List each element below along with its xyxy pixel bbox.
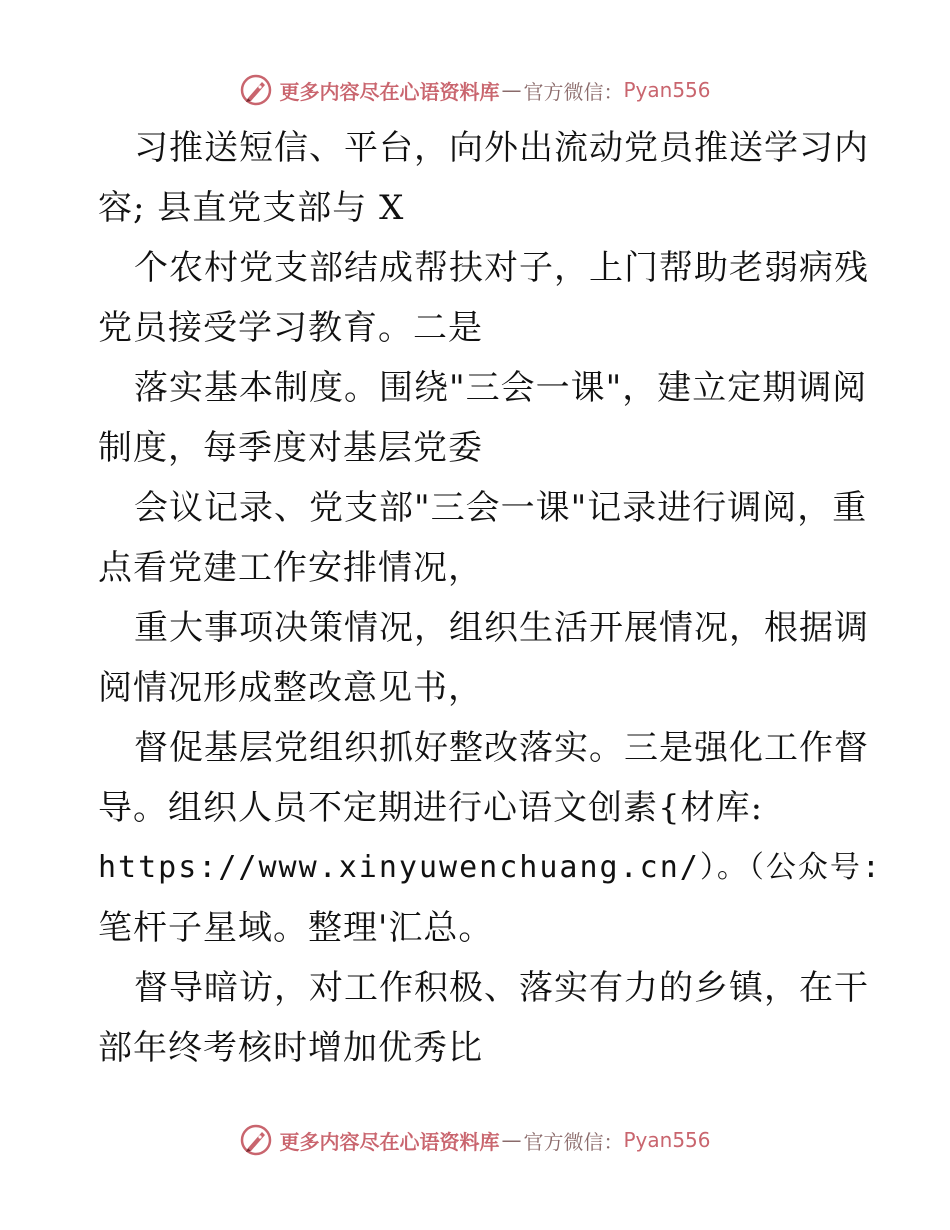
text-line: 重大事项决策情况，组织生活开展情况，根据调	[134, 608, 869, 648]
text-line-url: https://www.xinyuwenchuang.cn/）。（公众号:	[98, 850, 882, 885]
header-wechat-id: Pyan556	[623, 78, 711, 102]
footer-wechat-label: 官方微信：	[523, 1129, 624, 1154]
document-body	[98, 118, 882, 1078]
text-line: 党员接受学习教育。二是	[98, 308, 483, 348]
text-line: 落实基本制度。围绕"三会一课"，建立定期调阅	[134, 368, 868, 408]
footer-separator: —	[501, 1128, 522, 1152]
text-line: 习推送短信、平台，向外出流动党员推送学习内	[134, 128, 869, 168]
text-line: 个农村党支部结成帮扶对子，上门帮助老弱病残	[134, 248, 869, 288]
text-line: 会议记录、党支部"三会一课"记录进行调阅，重	[134, 488, 868, 528]
quill-pen-logo-icon	[239, 1123, 273, 1157]
header-separator: —	[501, 78, 522, 102]
text-line: 点看党建工作安排情况，	[98, 548, 483, 588]
text-line: 督促基层党组织抓好整改落实。三是强化工作督	[134, 728, 869, 768]
header-wechat-label: 官方微信：	[523, 79, 624, 104]
text-line: 督导暗访，对工作积极、落实有力的乡镇，在干	[134, 968, 869, 1008]
header-site-text: 更多内容尽在心语资料库	[279, 79, 500, 104]
footer-wechat-id: Pyan556	[623, 1128, 711, 1152]
footer-banner	[0, 1120, 950, 1160]
text-line: 部年终考核时增加优秀比	[98, 1028, 483, 1068]
text-line: 容; 县直党支部与 X	[98, 188, 405, 228]
quill-pen-logo-icon	[239, 73, 273, 107]
text-line: 导。组织人员不定期进行心语文创素{材库:	[98, 788, 764, 828]
text-line: 制度，每季度对基层党委	[98, 428, 483, 468]
text-line: 笔杆子星域。整理'汇总。	[98, 908, 494, 948]
footer-site-text: 更多内容尽在心语资料库	[279, 1129, 500, 1154]
text-line: 阅情况形成整改意见书，	[98, 668, 483, 708]
header-banner	[0, 70, 950, 110]
